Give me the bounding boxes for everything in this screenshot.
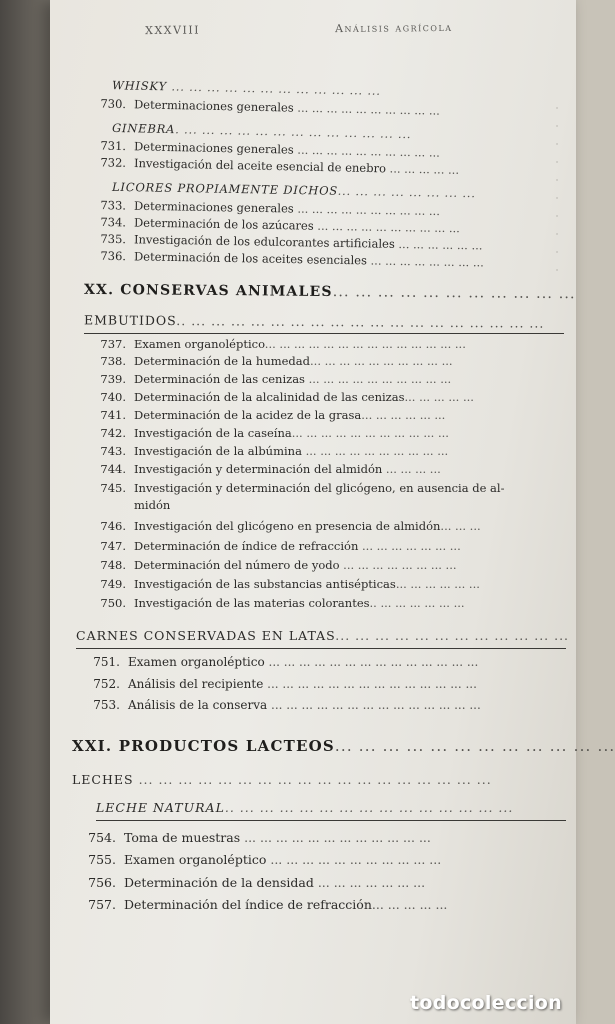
subsection-heading: GINEBRA. ... ... ... ... ... ... ... ... ... ... ... ... ... (111, 120, 412, 142)
toc-entry: 751. Examen organoléptico ... ... ... ... ... ... ... ... ... ... ... ... ... ... (93, 655, 479, 669)
toc-entry: 745. Investigación y determinación del glicógeno, en ausencia de al- (100, 481, 505, 495)
chapter-heading: XX. CONSERVAS ANIMALES... ... ... ... ... ... ... ... ... ... ... (83, 281, 576, 303)
running-title: Análisis agrícola (335, 20, 453, 36)
toc-entry: 757. Determinación del índice de refracción... ... ... ... ... (88, 897, 448, 912)
section-heading: EMBUTIDOS.. ... ... ... ... ... ... ... ... ... ... ... ... ... ... ... ... ... ... (83, 312, 545, 331)
toc-entry: 737. Examen organoléptico... ... ... ... ... ... ... ... ... ... ... ... ... ... (100, 337, 466, 351)
toc-entry: 756. Determinación de la densidad ... ... ... ... ... ... ... (88, 875, 426, 890)
toc-entry: 736. Determinación de los aceites esenciales ... ... ... ... ... ... ... ... (100, 248, 485, 270)
right-edge-page-refs: · · · · · · · · · · (555, 104, 559, 275)
toc-entry: 738. Determinación de la humedad... ... ... ... ... ... ... ... ... ... (100, 354, 453, 368)
chapter-heading: XXI. PRODUCTOS LACTEOS... ... ... ... ... ... ... ... ... ... ... ... (72, 737, 615, 755)
subsection-heading: LICORES PROPIAMENTE DICHOS... ... ... ... ... ... ... ... (111, 179, 476, 201)
toc-entry: 730. Determinaciones generales ... ... ... ... ... ... ... ... ... ... (100, 96, 441, 118)
section-heading: LECHES ... ... ... ... ... ... ... ... ... ... ... ... ... ... ... ... ... ... (72, 772, 492, 787)
toc-entry: 749. Investigación de las substancias antisépticas... ... ... ... ... ... (100, 577, 480, 591)
toc-entry: 754. Toma de muestras ... ... ... ... ... ... ... ... ... ... ... ... (88, 830, 431, 845)
toc-entry: 734. Determinación de los azúcares ... ... ... ... ... ... ... ... ... ... (100, 214, 461, 236)
toc-entry: 748. Determinación del número de yodo ... ... ... ... ... ... ... ... (100, 558, 457, 572)
toc-entry-continuation: midón (134, 498, 171, 512)
section-heading: CARNES CONSERVADAS EN LATAS... ... ... ... ... ... ... ... ... ... ... ... (76, 628, 570, 643)
toc-entry: 753. Análisis de la conserva ... ... ... ... ... ... ... ... ... ... ... ... ... ... (93, 698, 481, 712)
toc-entry: 735. Investigación de los edulcorantes artificiales ... ... ... ... ... ... (100, 231, 483, 253)
toc-entry: 750. Investigación de las materias colorantes.. ... ... ... ... ... ... (100, 596, 465, 610)
toc-entry: 739. Determinación de las cenizas ... ... ... ... ... ... ... ... ... ... (100, 372, 452, 386)
toc-entry: 744. Investigación y determinación del almidón ... ... ... ... (100, 462, 441, 476)
section-rule (76, 648, 566, 649)
toc-entry: 755. Examen organoléptico ... ... ... ... ... ... ... ... ... ... ... (88, 852, 442, 867)
toc-entry: 752. Análisis del recipiente ... ... ... ... ... ... ... ... ... ... ... ... ... ... (93, 677, 477, 691)
section-rule (96, 820, 566, 821)
toc-entry: 746. Investigación del glicógeno en presencia de almidón... ... ... (100, 519, 481, 533)
toc-entry: 731. Determinaciones generales ... ... ... ... ... ... ... ... ... ... (100, 138, 441, 160)
running-header (145, 20, 545, 38)
toc-entry: 733. Determinaciones generales ... ... ... ... ... ... ... ... ... ... (100, 198, 441, 219)
subsection-heading: WHISKY ... ... ... ... ... ... ... ... ... ... ... ... (111, 78, 381, 98)
toc-entry: 742. Investigación de la caseína... ... ... ... ... ... ... ... ... ... ... (100, 426, 449, 440)
watermark-logo: todocoleccion (409, 992, 562, 1014)
toc-entry: 747. Determinación de índice de refracción ... ... ... ... ... ... ... (100, 539, 461, 553)
toc-entry: 732. Investigación del aceite esencial de enebro ... ... ... ... ... (100, 155, 460, 177)
section-rule (84, 333, 564, 334)
toc-entry: 740. Determinación de la alcalinidad de las cenizas... ... ... ... ... (100, 390, 474, 404)
subsection-heading: LECHE NATURAL.. ... ... ... ... ... ... ... ... ... ... ... ... ... ... (96, 800, 514, 815)
page-number: XXXVIII (145, 23, 201, 38)
toc-entry: 743. Investigación de la albúmina ... ... ... ... ... ... ... ... ... ... (100, 444, 449, 458)
toc-entry: 741. Determinación de la acidez de la grasa... ... ... ... ... ... (100, 408, 446, 422)
